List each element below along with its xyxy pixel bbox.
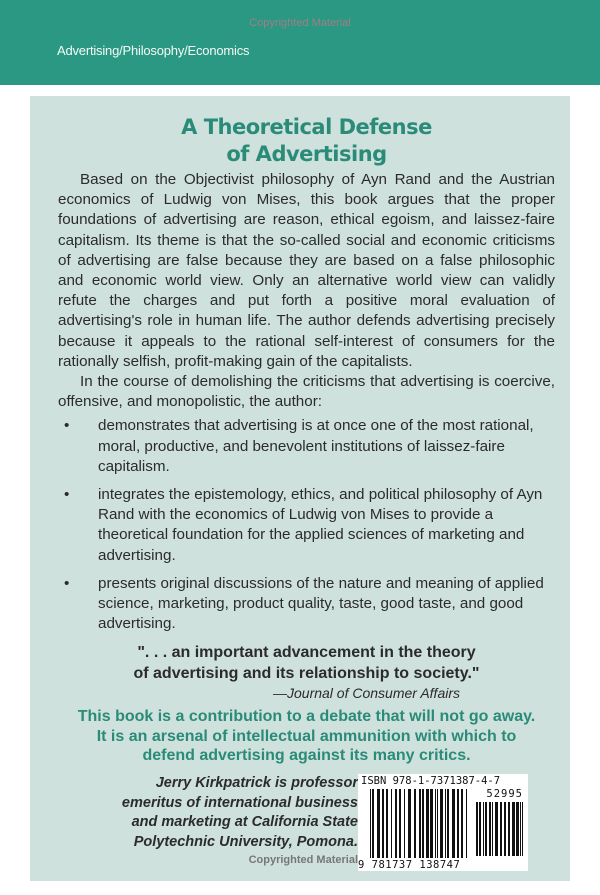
paragraph-text: In the course of demolishing the criticisms that advertising is coercive, offensive, and monopolistic, the author: (58, 373, 555, 411)
bio-column (58, 774, 358, 867)
barcode-bar (461, 789, 463, 858)
barcode-bar (483, 802, 484, 856)
barcode-bar (440, 789, 443, 858)
barcode-bar (516, 802, 519, 856)
description-paragraph (58, 170, 555, 372)
bullet-item (58, 574, 555, 635)
bottom-section (58, 774, 555, 871)
barcode-bar (495, 802, 498, 856)
book-title (58, 114, 555, 168)
price-code: 52995 (486, 787, 523, 800)
content-panel (30, 96, 570, 881)
barcode-bar (452, 789, 455, 858)
copyright-watermark: Copyrighted Material (249, 17, 351, 29)
bio-line: Polytechnic University, Pomona. (133, 833, 358, 850)
pitch-text (58, 707, 555, 766)
barcode-bar (457, 789, 459, 858)
barcode-bar (479, 802, 481, 856)
barcode-bar (404, 789, 405, 858)
barcode-bar (466, 789, 467, 858)
isbn-barcode (358, 774, 528, 871)
barcode-bar (370, 789, 371, 858)
bullet-text: demonstrates that advertising is at once one of the most rational, moral, productive, and benevolent institutions of laissez-faire capitalism. (98, 417, 534, 475)
barcode-bar (435, 789, 436, 858)
barcode-bar (386, 789, 388, 858)
barcode-bar (520, 802, 521, 856)
barcode-bar (504, 802, 506, 856)
quote-line: of advertising and its relationship to society." (133, 665, 480, 683)
isbn-text: ISBN 978-1-7371387-4-7 (361, 774, 501, 787)
barcode-bar (382, 789, 384, 858)
barcode-bar (422, 789, 424, 858)
bullet-list (58, 416, 555, 634)
barcode-bar (391, 789, 392, 858)
review-quote (58, 642, 555, 684)
bullet-icon: • (64, 486, 70, 504)
category-label: Advertising/Philosophy/Economics (57, 43, 250, 58)
barcode-bar (447, 789, 449, 858)
barcode-bar (372, 789, 374, 858)
bullet-item (58, 416, 555, 477)
barcode-bar (377, 789, 380, 858)
barcode-bar (426, 789, 429, 858)
title-line: of Advertising (226, 142, 387, 166)
barcode-bar (489, 802, 491, 856)
bullet-icon: • (64, 574, 70, 592)
bio-line: and marketing at California State (131, 814, 358, 831)
ean-digits: 9 781737 138747 (358, 858, 461, 871)
header-band (0, 0, 600, 85)
bio-line: Jerry Kirkpatrick is professor (155, 774, 358, 791)
barcode-bar (485, 802, 487, 856)
copyright-watermark: Copyrighted Material (248, 854, 358, 867)
barcode-bar (419, 789, 421, 858)
barcode-bar (414, 789, 416, 858)
barcode-bar (395, 789, 397, 858)
barcode-bar (512, 802, 515, 856)
pitch-line: This book is a contribution to a debate that will not go away. (77, 708, 536, 726)
pitch-line: defend advertising against its many critics. (142, 747, 471, 765)
barcode-bar (492, 802, 493, 856)
quote-source: —Journal of Consumer Affairs (273, 685, 460, 702)
barcode-bar (430, 789, 433, 858)
barcode-bar (508, 802, 510, 856)
intro-paragraph (58, 372, 555, 412)
title-line: A Theoretical Defense (181, 115, 432, 139)
bullet-text: presents original discussions of the nature and meaning of applied science, marketing, product quality, taste, good taste, and good advertising. (98, 574, 544, 633)
author-bio (122, 774, 358, 852)
bullet-item (58, 485, 555, 566)
bullet-text: integrates the epistemology, ethics, and political philosophy of Ayn Rand with the economics of Ludwig von Mises to provide a theoretical foundation for the applied sciences of marketing and advertising. (98, 486, 543, 564)
barcode-bar (445, 789, 446, 858)
bullet-icon: • (64, 417, 70, 435)
barcode-bar (500, 802, 502, 856)
pitch-line: It is an arsenal of intellectual ammunition with which to (96, 727, 517, 745)
barcode-bar (408, 789, 411, 858)
quote-line: ". . . an important advancement in the theory (137, 644, 476, 662)
barcode-bar (399, 789, 401, 858)
paragraph-text: Based on the Objectivist philosophy of Ayn Rand and the Austrian economics of Ludwig von Mises, this book argues that the proper foundations of advertising are reason, ethical egoism, and laissez-faire capitalism. Its theme is that the so-called social and economic criticisms of advertising are false because they are based on a false philosophic and economic world view. Only an alternative world view can validly refute the charges and put forth a positive moral evaluation of advertising's role in human life. The author defends advertising precisely because it appeals to the rational self-interest of consumers for the rationally selfish, profit-making gain of the capitalists. (58, 171, 555, 370)
bio-line: emeritus of international business (121, 794, 358, 811)
barcode-bar (437, 789, 438, 858)
barcode-bar (476, 802, 478, 856)
barcode-bar (522, 802, 523, 856)
